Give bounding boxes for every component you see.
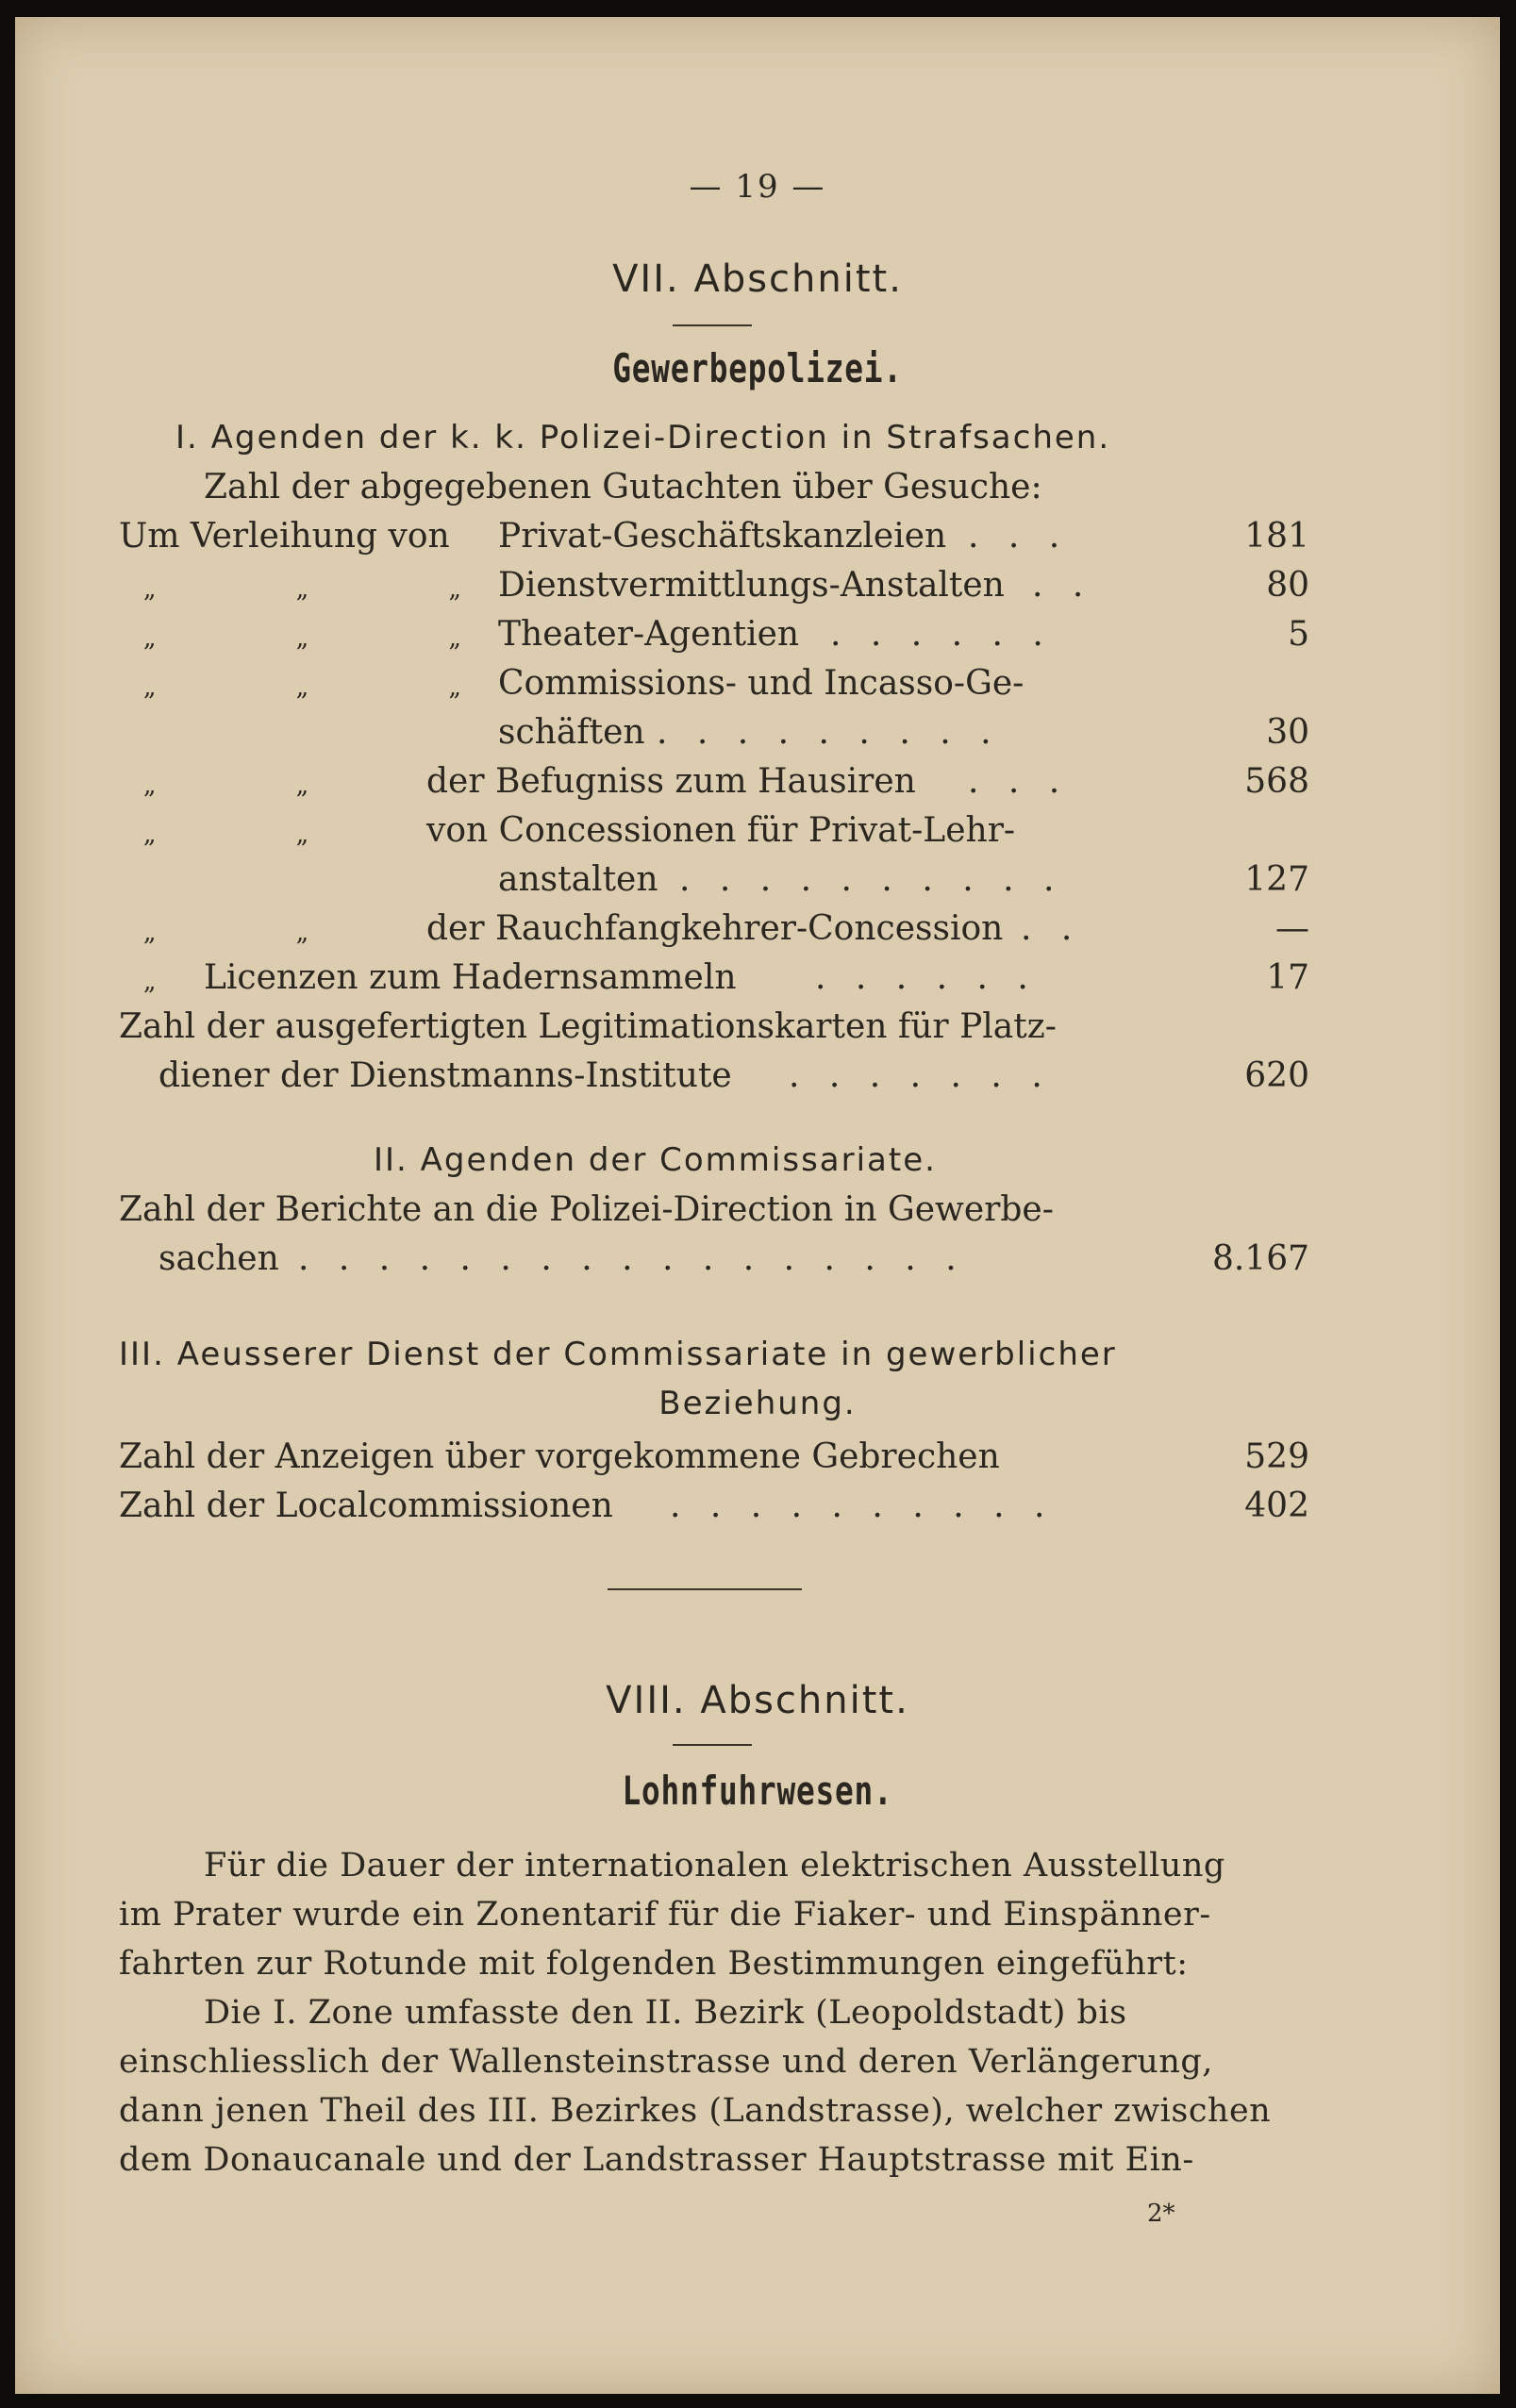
ditto-marks: „ „	[143, 821, 309, 849]
part-2-line-2: sachen	[158, 1239, 279, 1278]
part-3-row-value: 402	[1244, 1486, 1309, 1525]
row-value: 127	[1244, 860, 1309, 899]
row-text: schäften	[498, 713, 645, 752]
paragraph-line: Für die Dauer der internationalen elektrischen Ausstellung	[204, 1847, 1225, 1885]
row-value: 620	[1244, 1056, 1309, 1095]
row-dots: . . .	[968, 517, 1070, 556]
paragraph-line: dem Donaucanale und der Landstrasser Hauptstrasse mit Ein-	[119, 2141, 1194, 2179]
row-dots: . . . . . . . . . . . . . . . . .	[298, 1239, 966, 1278]
ditto-marks: „ „ „	[143, 673, 461, 702]
row-prefix: Um Verleihung von	[119, 517, 450, 556]
section-divider	[608, 1588, 802, 1590]
row-dots: . .	[1032, 566, 1093, 605]
part-3-heading-2: Beziehung.	[658, 1385, 857, 1422]
part-3-heading-1: III. Aeusserer Dienst der Commissariate in gewerblicher	[119, 1336, 1117, 1373]
row-value: 181	[1244, 517, 1309, 556]
ditto-marks: „ „ „	[143, 624, 461, 653]
part-2-line-1: Zahl der Berichte an die Polizei-Direction in Gewerbe-	[119, 1190, 1054, 1229]
divider-short	[673, 324, 752, 326]
paragraph-line: fahrten zur Rotunde mit folgenden Bestimmungen eingeführt:	[119, 1945, 1189, 1983]
row-text: Commissions- und Incasso-Ge-	[498, 664, 1025, 703]
ditto-marks: „ „	[143, 919, 309, 947]
row-value: 568	[1244, 762, 1309, 801]
row-value: 80	[1266, 566, 1309, 605]
book-page	[15, 17, 1500, 2394]
ditto-marks: „	[143, 968, 157, 996]
part-3-row-text: Zahl der Anzeigen über vorgekommene Gebrechen	[119, 1437, 1000, 1476]
row-dots: . . . . . .	[830, 615, 1053, 654]
part-2-value: 8.167	[1211, 1239, 1309, 1278]
section-8-subject: Lohnfuhrwesen.	[622, 1768, 893, 1814]
row-value: 17	[1266, 958, 1309, 997]
row-text: Zahl der ausgefertigten Legitimationskarten für Platz-	[119, 1007, 1057, 1046]
row-dots: . . . . . . . . . .	[670, 1486, 1055, 1525]
row-text: diener der Dienstmanns-Institute	[158, 1056, 732, 1095]
row-dots: . . . . . . . . .	[657, 713, 1001, 752]
row-value: —	[1275, 909, 1309, 948]
paragraph-line: dann jenen Theil des III. Bezirkes (Landstrasse), welcher zwischen	[119, 2092, 1272, 2130]
paragraph-line: im Prater wurde ein Zonentarif für die Fiaker- und Einspänner-	[119, 1896, 1211, 1934]
section-7-subject: Gewerbepolizei.	[612, 345, 903, 391]
row-text: anstalten	[498, 860, 658, 899]
row-dots: . . . . . . .	[789, 1056, 1052, 1095]
ditto-marks: „ „	[143, 772, 309, 800]
row-value: 5	[1288, 615, 1309, 654]
row-text: Theater-Agentien	[498, 615, 800, 654]
part-1-heading: I. Agenden der k. k. Polizei-Direction in Strafsachen.	[175, 419, 1111, 457]
part-2-heading: II. Agenden der Commissariate.	[374, 1141, 937, 1179]
row-text: der Rauchfangkehrer-Concession	[426, 909, 1004, 948]
part-3-row-value: 529	[1244, 1437, 1309, 1476]
row-text: Privat-Geschäftskanzleien	[498, 517, 947, 556]
row-text: von Concessionen für Privat-Lehr-	[426, 811, 1016, 850]
row-text: Dienstvermittlungs-Anstalten	[498, 566, 1005, 605]
row-dots: . . .	[968, 762, 1070, 801]
row-text: der Befugniss zum Hausiren	[426, 762, 916, 801]
signature-mark: 2*	[1147, 2200, 1175, 2228]
section-7-title: VII. Abschnitt.	[612, 257, 903, 301]
page-number: — 19 —	[689, 168, 826, 206]
part-3-row-text: Zahl der Localcommissionen	[119, 1486, 613, 1525]
row-dots: . . . . . .	[815, 958, 1038, 997]
divider-short	[673, 1744, 752, 1746]
paragraph-line: einschliesslich der Wallensteinstrasse und deren Verlängerung,	[119, 2043, 1213, 2081]
row-dots: . .	[1021, 909, 1082, 948]
row-text: Licenzen zum Hadernsammeln	[204, 958, 737, 997]
part-1-intro: Zahl der abgegebenen Gutachten über Gesuche:	[204, 468, 1042, 507]
section-8-title: VIII. Abschnitt.	[606, 1679, 909, 1722]
paragraph-line: Die I. Zone umfasste den II. Bezirk (Leopoldstadt) bis	[204, 1994, 1127, 2032]
row-value: 30	[1266, 713, 1309, 752]
row-dots: . . . . . . . . . .	[679, 860, 1064, 899]
ditto-marks: „ „ „	[143, 575, 461, 604]
